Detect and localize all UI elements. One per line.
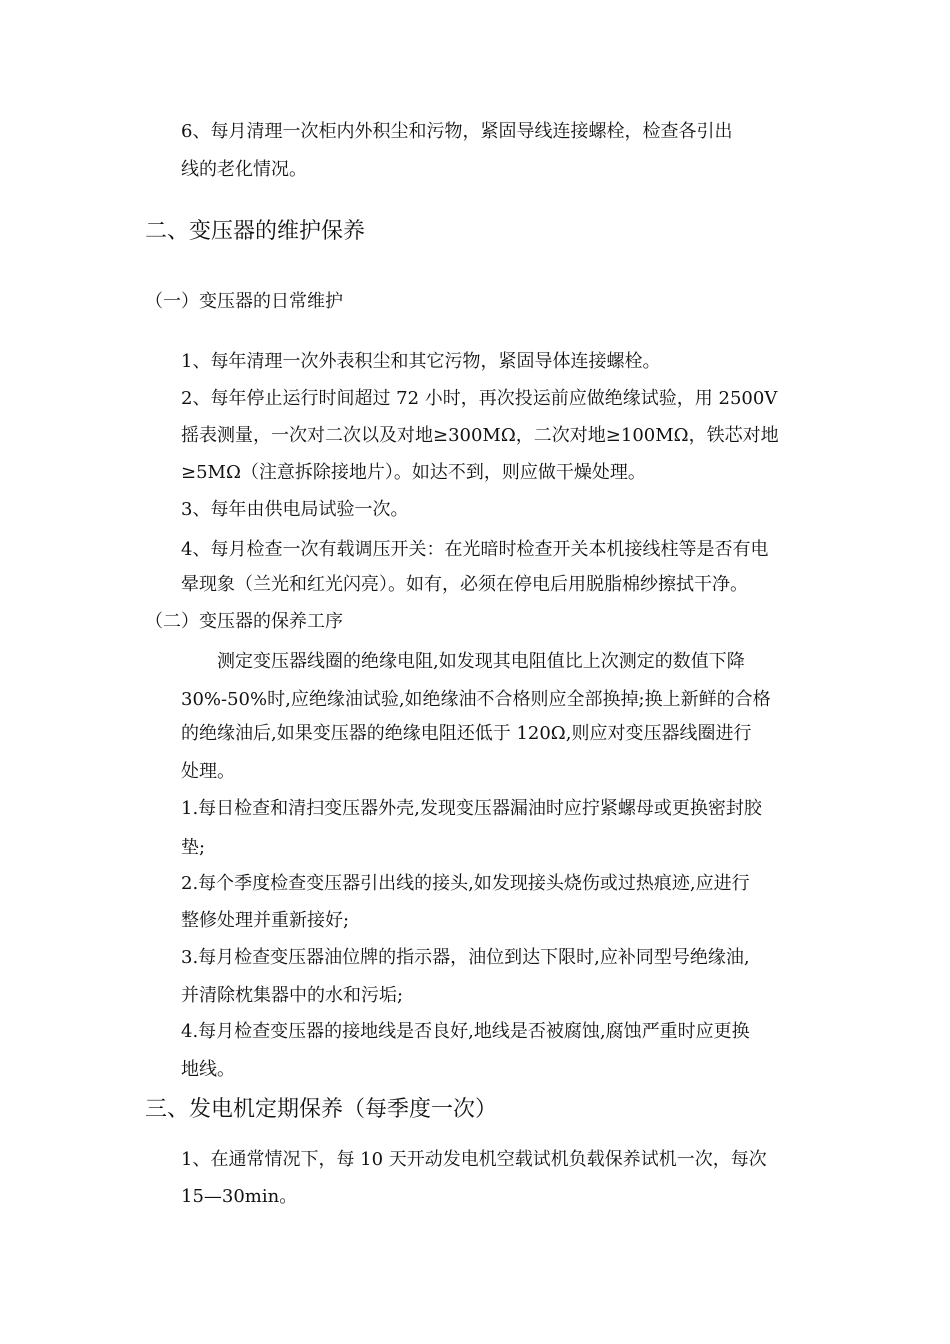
paragraph-line: 3.每月检查变压器油位牌的指示器，油位到达下限时,应补同型号绝缘油, [181,947,750,968]
paragraph-line: 15—30min。 [181,1186,298,1207]
paragraph-line: 线的老化情况。 [181,159,307,180]
paragraph-line: 垫; [181,837,206,858]
section-heading: 二、变压器的维护保养 [145,219,366,244]
paragraph-line: 整修处理并重新接好; [181,910,350,931]
paragraph-line: 2.每个季度检查变压器引出线的接头,如发现接头烧伤或过热痕迹,应进行 [181,873,750,894]
paragraph-line: 的绝缘油后,如果变压器的绝缘电阻还低于 120Ω,则应对变压器线圈进行 [181,723,752,744]
subsection-heading: （一）变压器的日常维护 [145,291,343,312]
paragraph-line: 1、每年清理一次外表积尘和其它污物，紧固导体连接螺栓。 [181,351,661,372]
paragraph-line: ≥5MΩ（注意拆除接地片）。如达不到，则应做干燥处理。 [181,462,646,483]
paragraph-line: 处理。 [181,761,235,782]
paragraph-line: 4.每月检查变压器的接地线是否良好,地线是否被腐蚀,腐蚀严重时应更换 [181,1021,750,1042]
subsection-heading: （二）变压器的保养工序 [145,611,343,632]
paragraph-line: 6、每月清理一次柜内外积尘和污物，紧固导线连接螺栓，检查各引出 [181,121,733,142]
paragraph-line: 3、每年由供电局试验一次。 [181,499,409,520]
paragraph-line: 1.每日检查和清扫变压器外壳,发现变压器漏油时应拧紧螺母或更换密封胶 [181,798,762,819]
paragraph-line: 1、在通常情况下，每 10 天开动发电机空载试机负载保养试机一次，每次 [181,1149,767,1170]
paragraph-line: 并清除枕集器中的水和污垢; [181,985,404,1006]
section-heading: 三、发电机定期保养（每季度一次） [145,1097,498,1122]
paragraph-line: 30%-50%时,应绝缘油试验,如绝缘油不合格则应全部换掉;换上新鲜的合格 [181,689,771,710]
paragraph-line: 4、每月检查一次有载调压开关：在光暗时检查开关本机接线柱等是否有电 [181,539,769,560]
paragraph-line: 晕现象（兰光和红光闪亮）。如有，必须在停电后用脱脂棉纱擦拭干净。 [181,574,748,595]
paragraph-line: 地线。 [181,1059,235,1080]
paragraph-line: 摇表测量，一次对二次以及对地≥300MΩ，二次对地≥100MΩ，铁芯对地 [181,425,779,446]
paragraph-line: 测定变压器线圈的绝缘电阻,如发现其电阻值比上次测定的数值下降 [217,651,745,672]
paragraph-line: 2、每年停止运行时间超过 72 小时，再次投运前应做绝缘试验，用 2500V [181,388,778,409]
